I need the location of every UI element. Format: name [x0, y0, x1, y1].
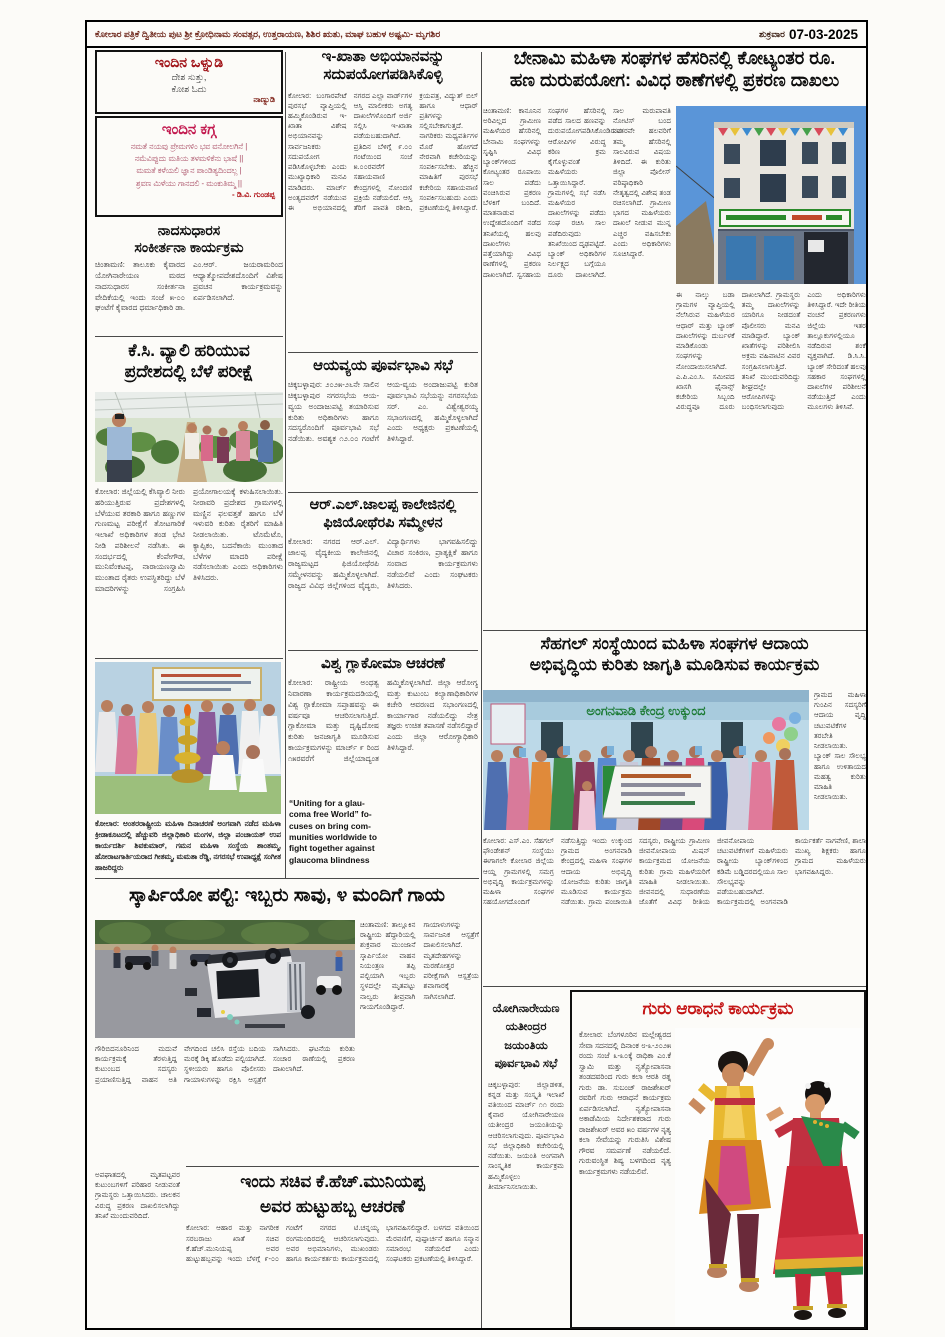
article-body: ಗೌರಿಬಿದನೂರಿನಿಂದ ಮದುವೆ ಕಾರ್ಯಕ್ರಮಕ್ಕೆ ತೆರಳುತ್ತಿದ್ದ ಕುಟುಂಬದ ಸದಸ್ಯರು ಪ್ರಯಾಣಿಸುತ್ತಿದ್ದ ವಾಹನ ಅತಿ ವೇಗದಿಂದ ಚಲಿಸಿ ರಸ್ತೆಯ ಬದಿಯ ಮರಕ್ಕೆ ಡಿಕ್ಕಿ ಹೊಡೆದು ಪಲ್ಟಿಯಾಗಿದೆ. ಸ್ಥಳೀಯರು ಹಾಗೂ ಪೊಲೀಸರು ಗಾಯಾಳುಗಳನ್ನು ರಕ್ಷಿಸಿ ಆಸ್ಪತ್ರೆಗೆ ಸಾಗಿಸಿದರು. ಘಟನೆಯ ಕುರಿತು ಸಂಚಾರ ಠಾಣೆಯಲ್ಲಿ ಪ್ರಕರಣ ದಾಖಲಾಗಿದೆ.	[95, 1044, 355, 1084]
greenhouse-inspection-photo	[95, 392, 283, 482]
article-headline: ಆರ್.ಎಲ್.ಜಾಲಪ್ಪ ಕಾಲೇಜಿನಲ್ಲಿ	[309, 497, 457, 513]
kagga-verse	[103, 141, 275, 189]
masthead-date: 07-03-2025	[788, 26, 858, 42]
article-headline: ಸ್ಕಾರ್ಪಿಯೋ ಪಲ್ಟಿ: ಇಬ್ಬರು ಸಾವು, ೪ ಮಂದಿಗೆ ಗಾಯ	[129, 885, 445, 906]
masthead-day: ಶುಕ್ರವಾರ	[758, 28, 785, 39]
article-ayavyaya	[288, 357, 478, 482]
article-body: ಕೋಲಾರ: ರಾಷ್ಟ್ರೀಯ ಅಂಧತ್ವ ನಿವಾರಣಾ ಕಾರ್ಯಕ್ರಮದಡಿಯಲ್ಲಿ ವಿಶ್ವ ಗ್ಲಾಕೋಮಾ ಸಪ್ತಾಹವನ್ನು ಈ ವರ್ಷವೂ ಆಚರಿಸಲಾಗುತ್ತಿದೆ. ಗ್ಲಾಕೋಮಾ ಮತ್ತು ದೃಷ್ಟಿದೋಷ ಕುರಿತು ಜನಜಾಗೃತಿ ಮೂಡಿಸುವ ಕಾರ್ಯಕ್ರಮಗಳನ್ನು ಮಾರ್ಚ್ ೯ ರಿಂದ ೧೫ರವರೆಗೆ ಜಿಲ್ಲೆಯಾದ್ಯಂತ ಹಮ್ಮಿಕೊಳ್ಳಲಾಗಿದೆ. ಜಿಲ್ಲಾ ಆರೋಗ್ಯ ಮತ್ತು ಕುಟುಂಬ ಕಲ್ಯಾಣಾಧಿಕಾರಿಗಳ ಕಚೇರಿ ಆವರಣದ ಸಭಾಂಗಣದಲ್ಲಿ ಕಾರ್ಯಾಗಾರ ನಡೆಯಲಿದ್ದು ನೇತ್ರ ತಜ್ಞರು ಉಚಿತ ತಪಾಸಣೆ ನಡೆಸಲಿದ್ದಾರೆ ಎಂದು ಜಿಲ್ಲಾ ಆರೋಗ್ಯಾಧಿಕಾರಿ ತಿಳಿಸಿದ್ದಾರೆ.	[288, 678, 478, 763]
article-headline: ಅಭಿವೃದ್ಧಿಯ ಕುರಿತು ಜಾಗೃತಿ ಮೂಡಿಸುವ ಕಾರ್ಯಕ್ರಮ	[529, 654, 820, 674]
article-headline: ಇಂದು ಸಚಿವ ಕೆ.ಹೆಚ್.ಮುನಿಯಪ್ಪ	[240, 1172, 425, 1191]
article-body: ಅಪಘಾತದಲ್ಲಿ ಮೃತಪಟ್ಟವರ ಕುಟುಂಬಗಳಿಗೆ ಪರಿಹಾರ ನೀಡುವಂತೆ ಗ್ರಾಮಸ್ಥರು ಒತ್ತಾಯಿಸಿದರು. ಚಾಲಕನ ವಿರುದ್ಧ ಪ್ರಕರಣ ದಾಖಲಿಸಲಾಗಿದ್ದು ತನಿಖೆ ಮುಂದುವರಿದಿದೆ.	[95, 1170, 180, 1220]
column-divider	[481, 52, 482, 1328]
headline-line: ಪೂರ್ವಭಾವಿ ಸಭೆ	[494, 1058, 558, 1071]
accident-scene-photo	[95, 920, 355, 1038]
article-body: ಕೋಲಾರ: ಆಹಾರ ಮತ್ತು ನಾಗರೀಕ ಸರಬರಾಜು ಖಾತೆ ಸಚಿವ ಕೆ.ಹೆಚ್.ಮುನಿಯಪ್ಪ ಅವರ ಹುಟ್ಟುಹಬ್ಬವನ್ನು ಇಂದು ಬೆಳಗ್ಗೆ ೯-೦೦ ಗಂಟೆಗೆ ನಗರದ ಟಿ.ಚನ್ನಯ್ಯ ರಂಗಮಂದಿರದಲ್ಲಿ ಆಚರಿಸಲಾಗುವುದು. ಅವರ ಅಭಿಮಾನಿಗಳು, ಮುಖಂಡರು ಹಾಗೂ ಕಾರ್ಯಕರ್ತರು ಕಾರ್ಯಕ್ರಮದಲ್ಲಿ ಭಾಗವಹಿಸಲಿದ್ದಾರೆ. ಬಳಗದ ವತಿಯಿಂದ ಮೆರವಣಿಗೆ, ಪುಷ್ಪಾರ್ಚನೆ ಹಾಗೂ ಸನ್ಮಾನ ಸಮಾರಂಭ ನಡೆಯಲಿದೆ ಎಂದು ಸಂಘಟಕರು ಪ್ರಕಟಣೆಯಲ್ಲಿ ತಿಳಿಸಿದ್ದಾರೆ.	[186, 1223, 479, 1264]
divider	[186, 1166, 479, 1167]
article-body: ಕೋಲಾರ: ಬೆಂಗಳೂರಿನ ಮಲ್ಲೇಶ್ವರದ ಸೇವಾ ಸದನದಲ್ಲಿ ದಿನಾಂಕ ೮-೩-೨೦೨೫ ರಂದು ಸಂಜೆ ೩-೩೦ಕ್ಕೆ ರಾಧಿಕಾ ಎಂ.ಕೆ ಸ್ವಾಮಿ ಮತ್ತು ನೃತ್ಯೋಪಾಸನಾ ತಂಡದವರಿಂದ ಗುರು ಕಲಾ ಆರತಿ ರತ್ನ ಗುರು ಡಾ. ಸುಬಂಜ್ ರಾಜಶೇಖರ್ ರವರಿಗೆ ಗುರು ಆರಾಧನೆ ಕಾರ್ಯಕ್ರಮ ಏರ್ಪಡಿಸಲಾಗಿದೆ. ನೃತ್ಯೋಪಾಸನಾ ಅಕಾಡೆಮಿಯ ನಿರ್ದೇಶಕರಾದ ಗುರು ರಾಜಶೇಖರ್ ಅವರ ೫೦ ವರ್ಷಗಳ ನೃತ್ಯ ಕಲಾ ಸೇವೆಯನ್ನು ಗುರುತಿಸಿ ವಿಶೇಷ ಗೌರವ ಸಮರ್ಪಣೆ ನಡೆಯಲಿದೆ. ಗುರುವಂಸ್ಥಿತ ಶಿಷ್ಯ ಬಳಗದಿಂದ ನೃತ್ಯ ಕಾರ್ಯಕ್ರಮಗಳು ನಡೆಯಲಿವೆ.	[579, 1030, 671, 1176]
kagga-verse-line: ಮಮತೆ ಕಳೆಯಲಿ ಜ್ಞಾನ ಪಾಂಡಿತ್ಯದಿಂದಲ್ಲ |	[136, 166, 242, 176]
quote-line: ಕೋಶ ಓದು	[171, 84, 207, 95]
article-headline: ಸದುಪಯೋಗಪಡಿಸಿಕೊಳ್ಳಿ	[323, 66, 443, 84]
lamp-photo-graphic	[95, 662, 281, 814]
article-kc-valley	[95, 341, 283, 382]
divider	[483, 986, 866, 987]
kagga-attribution: - ಡಿ.ವಿ. ಗುಂಡಪ್ಪ	[231, 189, 275, 199]
anganwadi-photo-graphic	[483, 690, 809, 830]
divider	[288, 492, 478, 493]
article-rl-jalappa	[288, 497, 478, 631]
greenhouse-photo-graphic	[95, 392, 283, 482]
article-benami	[483, 48, 866, 92]
headline-line: ಯೋಗಿನಾರೇಯಣ	[492, 1003, 560, 1015]
quote-box-title: ಇಂದಿನ ಒಳ್ನುಡಿ	[154, 54, 224, 70]
article-headline	[488, 1000, 564, 1074]
divider	[288, 352, 478, 353]
anganwadi-group-photo	[483, 690, 809, 830]
divider	[95, 336, 283, 337]
article-headline: ಸಂಕೀರ್ತನಾ ಕಾರ್ಯಕ್ರಮ	[134, 239, 244, 256]
article-body: ಚಿಂತಾಮಣಿ: ತಾಲೂಕು ಕೈವಾರದ ಯೋಗಿನಾರೇಯಣ ಮಠದ ನಾದಸುಧಾರಸ ಸಂಕೀರ್ತನಾ ವೇದಿಕೆಯಲ್ಲಿ ಇಂದು ಸಂಜೆ ೫-೦೦ ಘಂಟೆಗೆ ಕೈವಾರದ ಧರ್ಮಾಧಿಕಾರಿ ಡಾ. ಎಂ.ಆರ್. ಜಯರಾಮರಿಂದ ಆಧ್ಯಾತ್ಮೋಪದೇಶದೊಂದಿಗೆ ವಿಶೇಷ ಪ್ರವಚನ ಕಾರ್ಯಕ್ರಮವನ್ನು ಏರ್ಪಡಿಸಲಾಗಿದೆ.	[95, 260, 283, 313]
masthead-date-group	[759, 27, 858, 42]
masthead-edition-line: ಕೋಲಾರ ಪತ್ರಿಕೆ ದ್ವಿತೀಯ ಪುಟ ಶ್ರೀ ಕ್ರೋಧಿನಾಮ ಸಂವತ್ಸರ, ಉತ್ತರಾಯಣ, ಶಿಶಿರ ಋತು, ಮಾಘ ಬಹುಳ ಅಷ್ಟಮಿ- ಮೃಗಶಿರ	[95, 28, 441, 39]
kagga-verse-line: ನಮತೆ ನಯವು ಪ್ರೇಮಗಳಿಂ ಭವ ವನೋಲಗಿನೆ |	[130, 142, 248, 152]
article-body: ಕೋಲಾರ: ಬಂಗಾರಪೇಟೆ ಪುರಸಭೆ ವ್ಯಾಪ್ತಿಯಲ್ಲಿ ಹಮ್ಮಿಕೊಂಡಿರುವ ಇ-ಖಾತಾ ವಿಶೇಷ ಅಭಿಯಾನವನ್ನು ಸಾರ್ವಜನಿಕರು ಸದುಪಯೋಗ ಪಡಿಸಿಕೊಳ್ಳಬೇಕು ಎಂದು ಮುಖ್ಯಾಧಿಕಾರಿ ಮನವಿ ಮಾಡಿದರು. ಮಾರ್ಚ್ ಅಂತ್ಯದವರೆಗೆ ನಡೆಯುವ ಈ ಅಭಿಯಾನದಲ್ಲಿ ನಗರದ ಎಲ್ಲಾ ವಾರ್ಡ್‌ಗಳ ಆಸ್ತಿ ಮಾಲೀಕರು ಅಗತ್ಯ ದಾಖಲೆಗಳೊಂದಿಗೆ ಅರ್ಜಿ ಸಲ್ಲಿಸಿ ಇ-ಖಾತಾ ಪಡೆಯಬಹುದಾಗಿದೆ. ಪ್ರತಿದಿನ ಬೆಳಿಗ್ಗೆ ೯.೦೦ ಗಂಟೆಯಿಂದ ಸಂಜೆ ೫.೦೦ರವರೆಗೆ ಸಹಾಯವಾಣಿ ಕೇಂದ್ರಗಳಲ್ಲಿ ನೋಂದಣಿ ಪ್ರಕ್ರಿಯೆ ನಡೆಯಲಿದೆ. ಆಸ್ತಿ ತೆರಿಗೆ ಪಾವತಿ ರಶೀದಿ, ಕ್ರಯಪತ್ರ, ವಿದ್ಯುತ್ ಬಿಲ್ ಹಾಗೂ ಆಧಾರ್ ಪ್ರತಿಗಳನ್ನು ಸಲ್ಲಿಸಬೇಕಾಗುತ್ತದೆ. ನಾಗರಿಕರು ಮಧ್ಯವರ್ತಿಗಳ ಮೊರೆ ಹೋಗದೆ ನೇರವಾಗಿ ಕಚೇರಿಯನ್ನು ಸಂಪರ್ಕಿಸಬೇಕು. ಹೆಚ್ಚಿನ ಮಾಹಿತಿಗೆ ಪುರಸಭೆ ಕಚೇರಿಯ ಸಹಾಯವಾಣಿ ಸಂಪರ್ಕಿಸಬಹುದು ಎಂದು ಪ್ರಕಟಣೆಯಲ್ಲಿ ತಿಳಿಸಿದ್ದಾರೆ.	[288, 90, 478, 212]
article-headline: ಹಣ ದುರುಪಯೋಗ: ವಿವಿಧ ಠಾಣೆಗಳಲ್ಲಿ ಪ್ರಕರಣ ದಾಖಲು	[509, 69, 840, 90]
kagga-verse-line: ಶ್ರವಣ ಮಿಳೆಯು ಗಾನದಲಿ - ಮಂಕುತಿಮ್ಮ ||	[136, 178, 242, 188]
article-headline: ಅವರ ಹುಟ್ಟುಹಬ್ಬ ಆಚರಣೆ	[260, 1196, 405, 1216]
article-headline: ನಾದಸುಧಾರಸ	[157, 222, 221, 238]
article-headline: ಫಿಜಿಯೋಥೆರಪಿ ಸಮ್ಮೇಳನ	[323, 514, 443, 531]
masthead	[87, 22, 866, 48]
article-body: ಚಿಂತಾಮಣಿ: ತಾಲ್ಲೂಕಿನ ರಾಷ್ಟ್ರೀಯ ಹೆದ್ದಾರಿಯಲ್ಲಿ ಶುಕ್ರವಾರ ಮುಂಜಾನೆ ಸ್ಕಾರ್ಪಿಯೋ ವಾಹನ ನಿಯಂತ್ರಣ ತಪ್ಪಿ ಪಲ್ಟಿಯಾಗಿ ಇಬ್ಬರು ಸ್ಥಳದಲ್ಲೇ ಮೃತಪಟ್ಟು ನಾಲ್ವರು ತೀವ್ರವಾಗಿ ಗಾಯಗೊಂಡಿದ್ದಾರೆ. ಗಾಯಾಳುಗಳನ್ನು ಸಾರ್ವಜನಿಕ ಆಸ್ಪತ್ರೆಗೆ ದಾಖಲಿಸಲಾಗಿದೆ. ಮೃತದೇಹಗಳನ್ನು ಮರಣೋತ್ತರ ಪರೀಕ್ಷೆಗಾಗಿ ಆಸ್ಪತ್ರೆಯ ಶವಾಗಾರಕ್ಕೆ ಸಾಗಿಸಲಾಗಿದೆ.	[360, 920, 479, 1011]
article-body: ಕೋಲಾರ: ನಗರದ ಆರ್.ಎಲ್. ಜಾಲಪ್ಪ ವೈದ್ಯಕೀಯ ಕಾಲೇಜಿನಲ್ಲಿ ರಾಜ್ಯಮಟ್ಟದ ಫಿಜಿಯೋಥೆರಪಿ ಸಮ್ಮೇಳನವನ್ನು ಹಮ್ಮಿಕೊಳ್ಳಲಾಗಿದೆ. ರಾಜ್ಯದ ವಿವಿಧ ಜಿಲ್ಲೆಗಳಿಂದ ವೈದ್ಯರು, ವಿದ್ಯಾರ್ಥಿಗಳು ಭಾಗವಹಿಸಲಿದ್ದು ವಿಚಾರ ಸಂಕಿರಣ, ಪ್ರಾತ್ಯಕ್ಷಿಕೆ ಹಾಗೂ ಸಂವಾದ ಕಾರ್ಯಕ್ರಮಗಳು ನಡೆಯಲಿವೆ ಎಂದು ಸಂಘಟಕರು ತಿಳಿಸಿದರು.	[288, 537, 478, 590]
article-body: ಕೋಲಾರ: ಎಸ್.ಎಂ. ಸೆಹಗಲ್ ಫೌಂಡೇಶನ್ ಸಂಸ್ಥೆಯು ಈಗಾಗಲೇ ಕೋಲಾರ ಜಿಲ್ಲೆಯ ಆಯ್ದ ಗ್ರಾಮಗಳಲ್ಲಿ ಸಮಗ್ರ ಅಭಿವೃದ್ಧಿ ಕಾರ್ಯಕ್ರಮಗಳನ್ನು ಮಹಿಳಾ ಸಂಘಗಳ ಸಹಯೋಗದೊಂದಿಗೆ ನಡೆಸುತ್ತಿದ್ದು ಇಂದು ಉಕ್ಕುಂದ ಗ್ರಾಮದ ಅಂಗನವಾಡಿ ಕೇಂದ್ರದಲ್ಲಿ ಮಹಿಳಾ ಸಂಘಗಳ ಆದಾಯ ಅಭಿವೃದ್ಧಿ ಯೋಜನೆಯ ಕುರಿತು ಜಾಗೃತಿ ಮೂಡಿಸುವ ಕಾರ್ಯಕ್ರಮ ನಡೆಯಿತು. ಗ್ರಾಮ ಪಂಚಾಯಿತಿ ಸದಸ್ಯರು, ರಾಷ್ಟ್ರೀಯ ಗ್ರಾಮೀಣ ಜೀವನೋಪಾಯ ಮಿಷನ್ ಕಾರ್ಯಕ್ರಮದ ಯೋಜನೆಯ ಕುರಿತು ಗ್ರಾಮ ಮಹಿಳೆಯರಿಗೆ ಮಾಹಿತಿ ನೀಡಲಾಯಿತು. ಜೀವನದಲ್ಲಿ ಸುಧಾರಣೆಯ ಜೊತೆಗೆ ವಿವಿಧ ರೀತಿಯ ಜೀವನೋಪಾಯ ಚಟುವಟಿಕೆಗಳಿಗೆ ಮಹಿಳೆಯರು ರಾಷ್ಟ್ರೀಯ ಬ್ಯಾಂಕ್‌ಗಳಿಂದ ಕಡಿಮೆ ಬಡ್ಡಿದರದಲ್ಲಿಯೂ ಸಾಲ ಸೌಲಭ್ಯವನ್ನು ಪಡೆಯಬಹುದಾಗಿದೆ. ಕಾರ್ಯಕ್ರಮದಲ್ಲಿ ಅಂಗನವಾಡಿ ಕಾರ್ಯಕರ್ತೆ ನಾಗವೇಣಿ, ಶಾಲಾ ಮುಖ್ಯ ಶಿಕ್ಷಕರು ಹಾಗೂ ಗ್ರಾಮದ ಮಹಿಳೆಯರು ಭಾಗವಹಿಸಿದ್ದರು.	[483, 836, 866, 907]
photo-caption: ಕೋಲಾರ: ಅಂತರರಾಷ್ಟ್ರೀಯ ಮಹಿಳಾ ದಿನಾಚರಣೆ ಅಂಗವಾಗಿ ನಡೆದ ಮಹಿಳಾ ಕ್ರೀಡಾಕೂಟದಲ್ಲಿ ಹೆಚ್ಚುವರಿ ಜಿಲ್ಲಾಧಿಕಾರಿ ಮಂಗಳ, ಜಿಲ್ಲಾ ಪಂಚಾಯತ್ ಉಪ ಕಾರ್ಯದರ್ಶಿ ಶಿವಕುಮಾರ್, ಗಮನ ಮಹಿಳಾ ಸಂಸ್ಥೆಯ ಶಾಂತಮ್ಮ, ಹೋರಾಟಗಾರ್ತಿಯರಾದ ಗೀತಮ್ಮ, ಮಮತಾ ರೆಡ್ಡಿ, ನಗರಸಭೆ ಉಪಾಧ್ಯಕ್ಷೆ ಸಂಗೀತ ಹಾಜರಿದ್ದರು	[95, 819, 281, 873]
divider	[95, 658, 283, 659]
fraud-case-building-photo	[676, 106, 866, 284]
glaucoma-english-quote: “Uniting for a glau-coma free World” fo-cuses on bring com-munities worldwide to fight together against glaucoma blindness	[289, 798, 383, 874]
classical-dancers-photo	[675, 1028, 863, 1326]
accident-photo-graphic	[95, 920, 355, 1038]
kagga-verse-line: ನಮೆವಿಪ್ಪುದು ಮತಿಯ ತಳಮಳಿಕೆನು ಭಾಷೆ ||	[134, 154, 244, 164]
article-nadasudharasa	[95, 222, 283, 332]
article-muniyappa	[186, 1172, 479, 1321]
guru-aradhane-box	[570, 990, 866, 1329]
kagga-title: ಇಂದಿನ ಕಗ್ಗ	[161, 121, 217, 138]
quote-line: ದೇಶ ಸುತ್ತು,	[171, 72, 207, 83]
article-headline: ಆಯವ್ಯಯ ಪೂರ್ವಭಾವಿ ಸಭೆ	[313, 357, 453, 374]
article-e-khata	[288, 48, 478, 333]
article-headline: ಗುರು ಆರಾಧನೆ ಕಾರ್ಯಕ್ರಮ	[642, 999, 794, 1018]
divider	[483, 630, 866, 631]
headline-line: ಜಯಂತಿಯ	[504, 1039, 548, 1052]
divider	[95, 878, 479, 879]
quote-attribution: ನಾಣ್ನುಡಿ	[253, 95, 275, 105]
article-body: ಕೋಲಾರ: ಜಿಲ್ಲೆಯಲ್ಲಿ ಕೆಸಿವ್ಯಾಲಿ ನೀರು ಹರಿಯುತ್ತಿರುವ ಪ್ರದೇಶಗಳಲ್ಲಿ ಬೆಳೆಯುವ ತರಕಾರಿ ಹಾಗೂ ಹಣ್ಣುಗಳ ಗುಣಮಟ್ಟ ಪರೀಕ್ಷೆಗೆ ತೋಟಗಾರಿಕೆ ಇಲಾಖೆ ಅಧಿಕಾರಿಗಳ ತಂಡ ಭೇಟಿ ನೀಡಿ ಪರಿಶೀಲನೆ ನಡೆಸಿತು. ಈ ಸಂದರ್ಭದಲ್ಲಿ ಕೆಂಪೇಗೌಡ, ಮುನಿವೆಂಕಟಪ್ಪ, ನಾರಾಯಣಸ್ವಾಮಿ ಮುಂತಾದ ರೈತರು ಉಪಸ್ಥಿತರಿದ್ದು ಬೆಳೆ ಮಾದರಿಗಳನ್ನು ಸಂಗ್ರಹಿಸಿ ಪ್ರಯೋಗಾಲಯಕ್ಕೆ ಕಳುಹಿಸಲಾಯಿತು. ನೀರಾವರಿ ಪ್ರದೇಶದ ಗ್ರಾಮಗಳಲ್ಲಿ ಮಣ್ಣಿನ ಫಲವತ್ತತೆ ಹಾಗೂ ಬೆಳೆ ಇಳುವರಿ ಕುರಿತು ರೈತರಿಗೆ ಮಾಹಿತಿ ನೀಡಲಾಯಿತು. ಟೊಮೆಟೊ, ಕ್ಯಾಪ್ಸಿಕಂ, ಬದನೆಕಾಯಿ ಮುಂತಾದ ಬೆಳೆಗಳ ಮಾದರಿ ಪರೀಕ್ಷೆ ನಡೆಸಲಾಯಿತು ಎಂದು ಅಧಿಕಾರಿಗಳು ತಿಳಿಸಿದರು.	[95, 487, 283, 594]
article-headline: ಪ್ರದೇಶದಲ್ಲಿ ಬೆಳೆ ಪರೀಕ್ಷೆ	[124, 361, 254, 381]
article-headline: ಸೆಹಗಲ್ ಸಂಸ್ಥೆಯಿಂದ ಮಹಿಳಾ ಸಂಘಗಳ ಆದಾಯ	[540, 634, 809, 653]
todays-quote-box	[95, 50, 283, 114]
article-sehgal	[483, 634, 866, 675]
article-headline: ಕೆ.ಸಿ. ವ್ಯಾಲಿ ಹರಿಯುವ	[128, 341, 250, 360]
dancers-photo-graphic	[675, 1028, 863, 1326]
divider	[288, 650, 478, 651]
article-side-column: ಗ್ರಾಮದ ಮಹಿಳಾ ಗುಂಪಿನ ಸದಸ್ಯರಿಗೆ ಆದಾಯ ವೃದ್ಧಿ ಚಟುವಟಿಕೆಗಳ ತರಬೇತಿ ನೀಡಲಾಯಿತು. ಬ್ಯಾಂಕ್ ಸಾಲ ಸೌಲಭ್ಯ ಹಾಗೂ ಉಳಿತಾಯದ ಮಹತ್ವ ಕುರಿತು ಮಾಹಿತಿ ನೀಡಲಾಯಿತು.	[814, 690, 866, 802]
anganwadi-banner-text: ಅಂಗನವಾಡಿ ಕೇಂದ್ರ ಉಕ್ಕುಂದ	[586, 703, 706, 718]
womens-day-lamp-photo	[95, 662, 281, 814]
article-body: ಈ ನಾಲ್ಕು ಬಡಾ ಗ್ರಾಮಗಳ ವ್ಯಾಪ್ತಿಯಲ್ಲಿ ನೆಲೆಸಿರುವ ಮಹಿಳೆಯರ ಆಧಾರ್ ಮತ್ತು ಬ್ಯಾಂಕ್ ದಾಖಲೆಗಳನ್ನು ದುರ್ಬಳಕೆ ಮಾಡಿಕೊಂಡು ಸಂಘಗಳನ್ನು ನೋಂದಾಯಿಸಲಾಗಿದೆ. ಎ.ಪಿ.ಎಂ.ಸಿ. ಸಮೀಪದ ಖಾಸಗಿ ಫೈನಾನ್ಸ್ ಕಚೇರಿಯ ಸಿಬ್ಬಂದಿ ವಿರುದ್ಧವೂ ದೂರು ದಾಖಲಾಗಿದೆ. ಗ್ರಾಮಸ್ಥರು ತಮ್ಮ ದಾಖಲೆಗಳನ್ನು ಯಾರಿಗೂ ನೀಡದಂತೆ ಪೊಲೀಸರು ಮನವಿ ಮಾಡಿದ್ದಾರೆ. ಬ್ಯಾಂಕ್ ಖಾತೆಗಳನ್ನು ಪರಿಶೀಲಿಸಿ ಅಕ್ರಮ ವಹಿವಾಟಿನ ವಿವರ ಸಂಗ್ರಹಿಸಲಾಗುತ್ತಿದೆ. ತನಿಖೆ ಮುಂದುವರಿದಿದ್ದು ಶೀಘ್ರದಲ್ಲೇ ಆರೋಪಿಗಳನ್ನು ಬಂಧಿಸಲಾಗುವುದು ಎಂದು ಅಧಿಕಾರಿಗಳು ತಿಳಿಸಿದ್ದಾರೆ. ಇದೇ ರೀತಿಯ ವಂಚನೆ ಪ್ರಕರಣಗಳು ಜಿಲ್ಲೆಯ ಇತರ ತಾಲ್ಲೂಕುಗಳಲ್ಲಿಯೂ ನಡೆದಿರುವ ಶಂಕೆ ವ್ಯಕ್ತವಾಗಿದೆ. ಡಿ.ಸಿ.ಸಿ. ಬ್ಯಾಂಕ್ ಸೇರಿದಂತೆ ಹಲವು ಸಹಕಾರ ಸಂಘಗಳಲ್ಲಿ ದಾಖಲೆಗಳ ಪರಿಶೀಲನೆ ನಡೆಯುತ್ತಿದೆ ಎಂದು ಮೂಲಗಳು ತಿಳಿಸಿವೆ.	[676, 290, 866, 412]
article-headline: ಬೇನಾಮಿ ಮಹಿಳಾ ಸಂಘಗಳ ಹೆಸರಿನಲ್ಲಿ ಕೋಟ್ಯಂತರ ರೂ.	[513, 48, 836, 68]
article-body: ಚಿಕ್ಕಬಳ್ಳಾಪುರ: ಜಿಲ್ಲಾಡಳಿತ, ಕನ್ನಡ ಮತ್ತು ಸಂಸ್ಕೃತಿ ಇಲಾಖೆ ವತಿಯಿಂದ ಮಾರ್ಚ್ ೧೧ ರಂದು ಕೈವಾರ ಯೋಗಿನಾರೇಯಣ ಯತೀಂದ್ರರ ಜಯಂತಿಯನ್ನು ಆಚರಿಸಲಾಗುವುದು. ಪೂರ್ವಭಾವಿ ಸಭೆ ಜಿಲ್ಲಾಧಿಕಾರಿ ಕಚೇರಿಯಲ್ಲಿ ನಡೆಯಿತು. ಜಯಂತಿ ಅಂಗವಾಗಿ ಸಾಂಸ್ಕೃತಿಕ ಕಾರ್ಯಕ್ರಮ ಹಮ್ಮಿಕೊಳ್ಳಲು ತೀರ್ಮಾನಿಸಲಾಯಿತು.	[488, 1079, 564, 1191]
article-body: ಚಿಕ್ಕಬಳ್ಳಾಪುರ: ೨೦೨೫-೨೬ನೇ ಸಾಲಿನ ಚಿಕ್ಕಬಳ್ಳಾಪುರ ನಗರಸಭೆಯ ಆಯ-ವ್ಯಯ ಅಂದಾಜುಪಟ್ಟಿ ತಯಾರಿಸುವ ಕುರಿತು ಅಧಿಕಾರಿಗಳು ಹಾಗೂ ಸದಸ್ಯರೊಂದಿಗೆ ಪೂರ್ವಭಾವಿ ಸಭೆ ನಡೆಯಿತು. ಅವಶ್ಯಕ ೧೨.೦೦ ಗಂಟೆಗೆ ಆಯ-ವ್ಯಯ ಅಂದಾಜುಪಟ್ಟಿ ಕುರಿತ ಪೂರ್ವಭಾವಿ ಸಭೆಯನ್ನು ನಗರಸಭೆಯ ಸರ್. ಎಂ. ವಿಶ್ವೇಶ್ವರಯ್ಯ ಸಭಾಂಗಣದಲ್ಲಿ ಹಮ್ಮಿಕೊಳ್ಳಲಾಗಿದೆ ಎಂದು ಅಧ್ಯಕ್ಷರು ಪ್ರಕಟಣೆಯಲ್ಲಿ ತಿಳಿಸಿದ್ದಾರೆ.	[288, 380, 478, 444]
article-body: ಚಿಂತಾಮಣಿ: ಕಾನೂನಿನ ಅರಿವಿಲ್ಲದ ಗ್ರಾಮೀಣ ಮಹಿಳೆಯರ ಹೆಸರಿನಲ್ಲಿ ಬೇನಾಮಿ ಸಂಘಗಳನ್ನು ಸೃಷ್ಟಿಸಿ ವಿವಿಧ ಬ್ಯಾಂಕ್‌ಗಳಿಂದ ಕೋಟ್ಯಂತರ ರೂಪಾಯಿ ಸಾಲ ಪಡೆದು ವಂಚಿಸಿರುವ ಪ್ರಕರಣ ಬೆಳಕಿಗೆ ಬಂದಿದೆ. ಮಾತನಾಡುವ ಉದ್ದೇಶದೊಂದಿಗೆ ನಡೆದ ತನಿಖೆಯಲ್ಲಿ ಹಲವು ದಾಖಲೆಗಳು ಪತ್ತೆಯಾಗಿದ್ದು ವಿವಿಧ ಠಾಣೆಗಳಲ್ಲಿ ಪ್ರಕರಣ ದಾಖಲಾಗಿದೆ. ಸ್ವಸಹಾಯ ಸಂಘಗಳ ಹೆಸರಿನಲ್ಲಿ ಪಡೆದ ಸಾಲದ ಹಣವನ್ನು ದುರುಪಯೋಗಪಡಿಸಿಕೊಂಡಿರುವ ಆರೋಪಿಗಳ ವಿರುದ್ಧ ಕಠಿಣ ಕ್ರಮ ಕೈಗೊಳ್ಳುವಂತೆ ಮಹಿಳೆಯರು ಒತ್ತಾಯಿಸಿದ್ದಾರೆ. ಗ್ರಾಮಗಳಲ್ಲಿ ಸಭೆ ನಡೆಸಿ ಮಹಿಳೆಯರ ದಾಖಲೆಗಳನ್ನು ಪಡೆದು ಸಂಘ ರಚಿಸಿ ಸಾಲ ಪಡೆದಿರುವುದು ತನಿಖೆಯಿಂದ ದೃಢಪಟ್ಟಿದೆ. ಬ್ಯಾಂಕ್ ಅಧಿಕಾರಿಗಳ ನಿರ್ಲಕ್ಷ್ಯದ ಬಗ್ಗೆಯೂ ದೂರು ದಾಖಲಾಗಿದೆ. ಸಾಲ ಮರುಪಾವತಿ ನೋಟಿಸ್ ಬಂದ ನಂತರವೇ ಹಲವರಿಗೆ ತಮ್ಮ ಹೆಸರಿನಲ್ಲಿ ಸಾಲವಿರುವ ವಿಷಯ ತಿಳಿದಿದೆ. ಈ ಕುರಿತು ಜಿಲ್ಲಾ ಪೊಲೀಸ್ ವರಿಷ್ಠಾಧಿಕಾರಿ ನೇತೃತ್ವದಲ್ಲಿ ವಿಶೇಷ ತಂಡ ರಚಿಸಲಾಗಿದೆ. ಗ್ರಾಮೀಣ ಭಾಗದ ಮಹಿಳೆಯರು ದಾಖಲೆ ನೀಡುವ ಮುನ್ನ ಎಚ್ಚರ ವಹಿಸಬೇಕು ಎಂದು ಅಧಿಕಾರಿಗಳು ಸೂಚಿಸಿದ್ದಾರೆ.	[483, 106, 671, 279]
building-photo-graphic	[676, 106, 866, 284]
article-yogi-jayanti	[488, 1000, 564, 1310]
article-headline: ವಿಶ್ವ ಗ್ಲಾಕೋಮಾ ಆಚರಣೆ	[321, 655, 445, 672]
todays-kagga-box	[95, 116, 283, 217]
headline-line: ಯತೀಂದ್ರರ	[505, 1021, 547, 1034]
column-divider	[285, 52, 286, 878]
article-headline: ಇ-ಖಾತಾ ಅಭಿಯಾನವನ್ನು	[321, 48, 445, 65]
